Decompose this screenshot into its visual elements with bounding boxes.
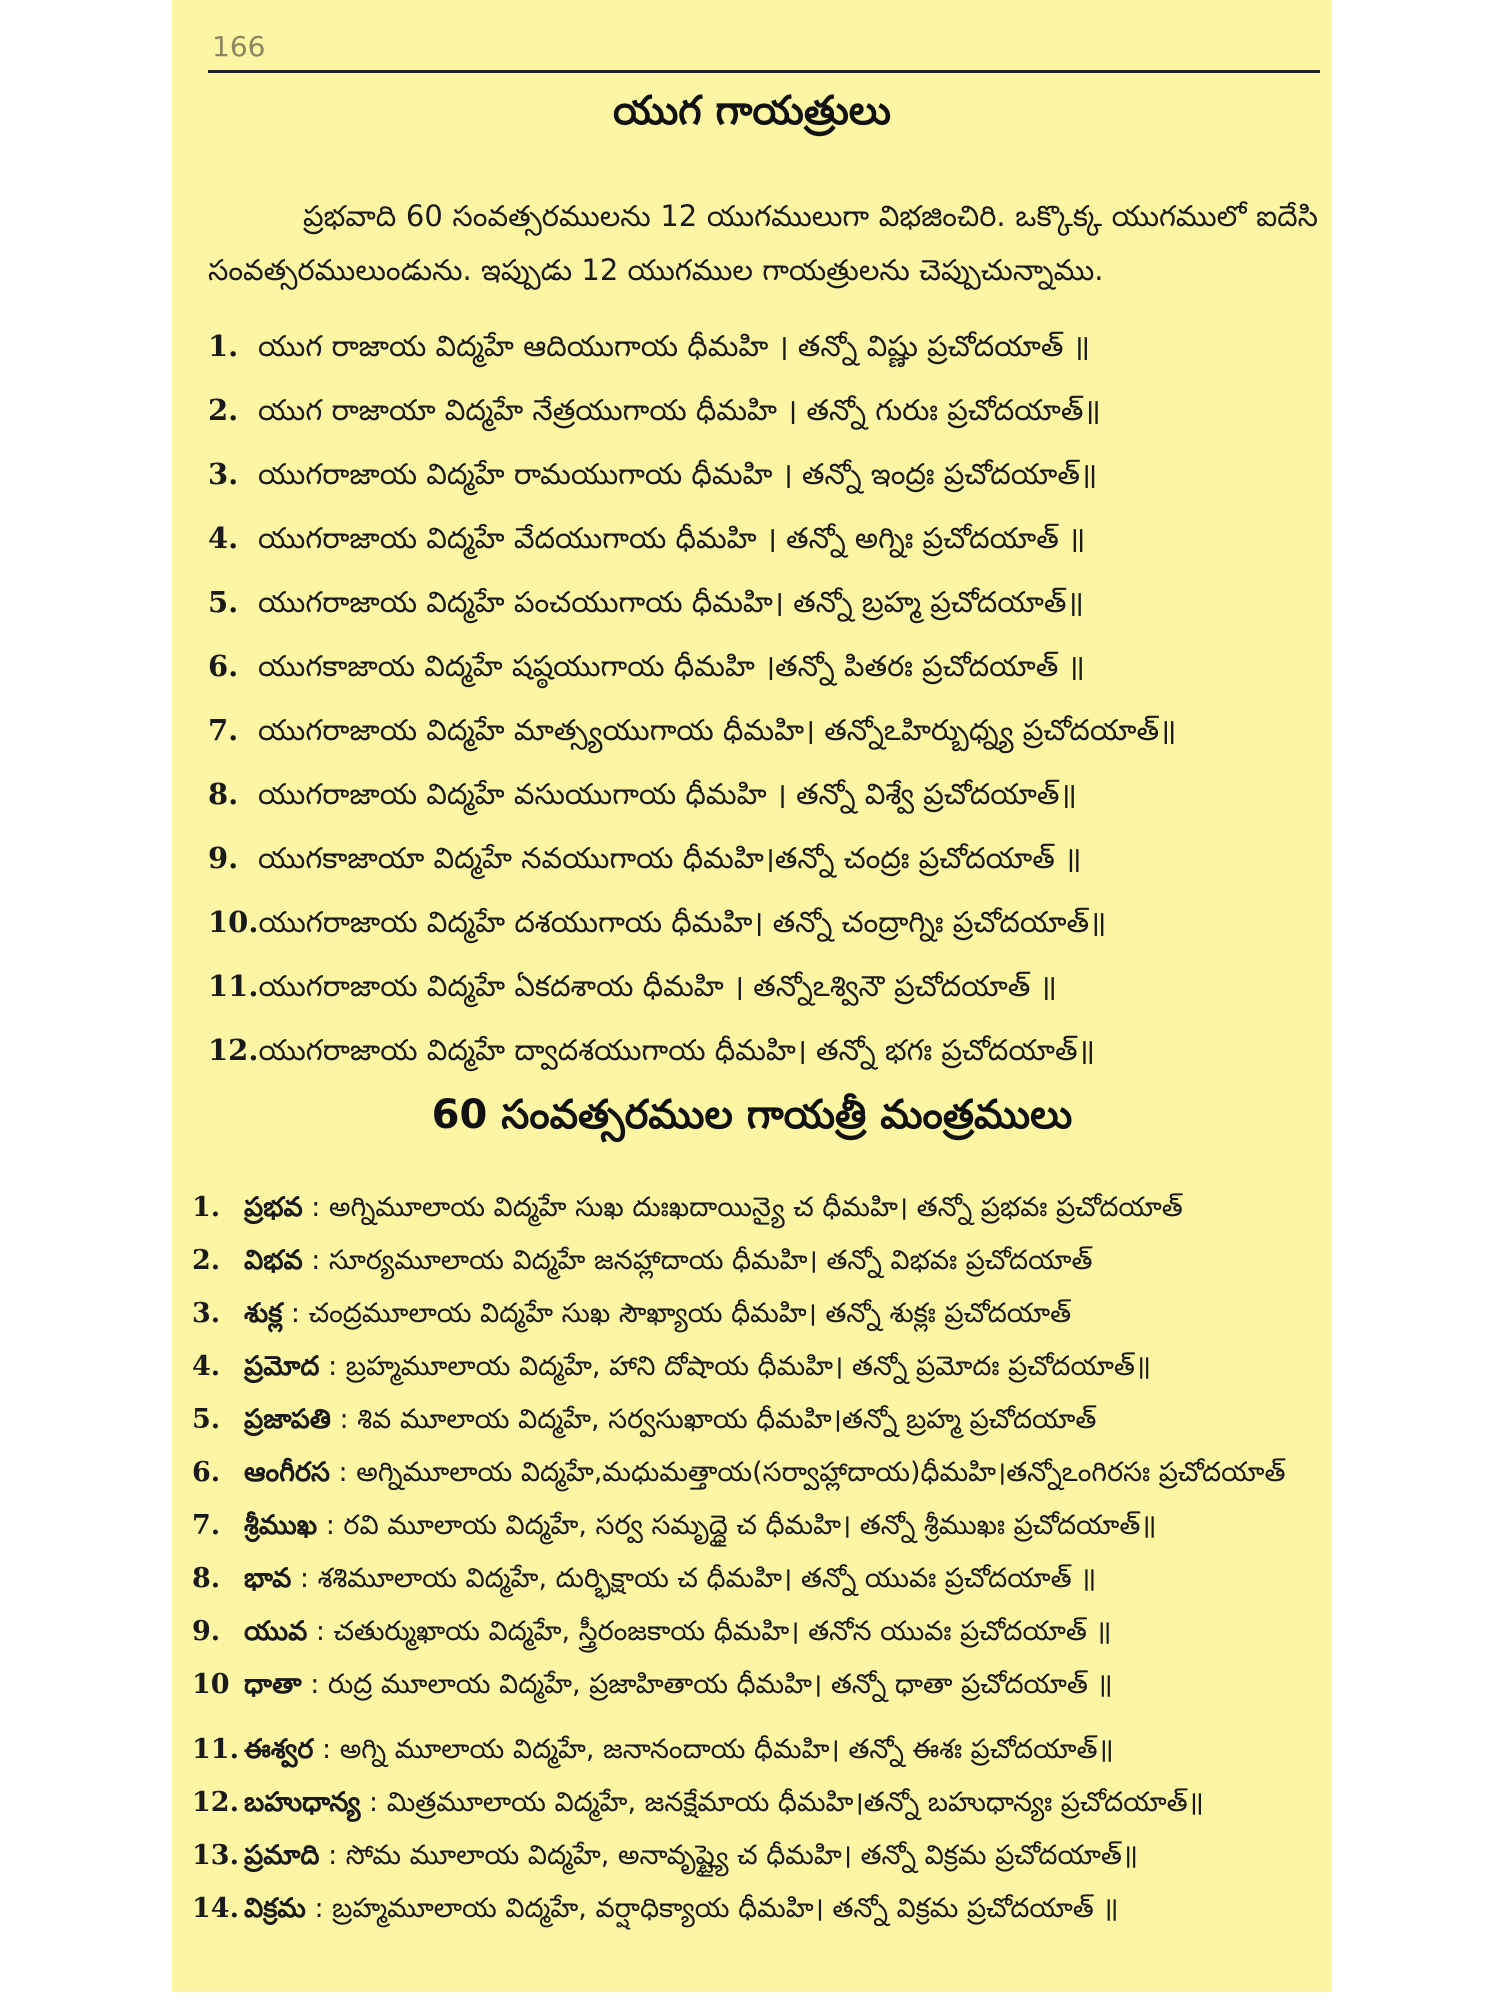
yuga-mantra-item <box>208 322 1318 386</box>
item-number: 6. <box>192 1457 221 1488</box>
item-number: 9. <box>208 841 239 875</box>
samvatsara-name: ఆంగీరస <box>244 1457 330 1488</box>
samvatsara-mantra-item <box>192 1397 1318 1450</box>
samvatsara-mantra-item <box>192 1556 1318 1609</box>
samvatsara-mantra-item <box>192 1780 1318 1833</box>
item-number: 2. <box>208 393 239 427</box>
samvatsara-mantra-item <box>192 1450 1318 1503</box>
mantra-text: యుగరాజాయ విద్మహే ఏకదశాయ ధీమహి । తన్నోఽశ్వినౌ ప్రచోదయాత్ ॥ <box>258 969 1057 1003</box>
item-number: 3. <box>208 457 239 491</box>
samvatsara-mantra-item <box>192 1503 1318 1556</box>
item-number: 11. <box>192 1734 239 1765</box>
yuga-mantra-item <box>208 770 1318 834</box>
yuga-mantra-item <box>208 834 1318 898</box>
item-number: 3. <box>192 1298 221 1329</box>
page-number: 166 <box>212 30 266 63</box>
mantra-text: : రుద్ర మూలాయ విద్మహే, ప్రజాహితాయ ధీమహి। తన్నో ధాతా ప్రచోదయాత్ ॥ <box>310 1669 1113 1700</box>
yuga-mantra-item <box>208 898 1318 962</box>
mantra-text: యుగరాజాయ విద్మహే దశయుగాయ ధీమహి। తన్నో చంద్రాగ్నిః ప్రచోదయాత్॥ <box>258 905 1107 939</box>
mantra-text: యుగరాజాయ విద్మహే వసుయుగాయ ధీమహి । తన్నో విశ్వే ప్రచోదయాత్॥ <box>258 777 1077 811</box>
samvatsara-name: శుక్ల <box>244 1298 283 1329</box>
item-number: 10 <box>192 1669 230 1700</box>
samvatsara-name: విభవ <box>244 1245 303 1276</box>
samvatsara-mantra-item <box>192 1238 1318 1291</box>
item-number: 2. <box>192 1245 221 1276</box>
mantra-text: : బ్రహ్మమూలాయ విద్మహే, వర్షాధిక్యాయ ధీమహి। తన్నో విక్రమ ప్రచోదయాత్ ॥ <box>314 1893 1119 1924</box>
samvatsara-mantra-item <box>192 1662 1318 1715</box>
samvatsara-name: భావ <box>244 1563 292 1594</box>
item-number: 9. <box>192 1616 221 1647</box>
intro-paragraph: ప్రభవాది 60 సంవత్సరములను 12 యుగములుగా విభజించిరి. ఒక్కొక్క యుగములో ఐదేసి సంవత్సరములుండును. ఇప్పుడు 12 యుగముల గాయత్రులను చెప్పుచున్నాము. <box>208 199 1318 287</box>
mantra-text: : చంద్రమూలాయ విద్మహే సుఖ సౌఖ్యాయ ధీమహి। తన్నో శుక్లః ప్రచోదయాత్ <box>290 1298 1072 1329</box>
samvatsara-mantra-item <box>192 1344 1318 1397</box>
item-number: 14. <box>192 1893 239 1924</box>
mantra-text: : అగ్నిమూలాయ విద్మహే,మధుమత్తాయ(సర్వాహ్లాదాయ)ధీమహి।తన్నోఽంగిరసః ప్రచోదయాత్ <box>338 1457 1286 1488</box>
mantra-text: యుగ రాజాయా విద్మహే నేత్రయుగాయ ధీమహి । తన్నో గురుః ప్రచోదయాత్॥ <box>258 393 1101 427</box>
mantra-text: యుగకాజాయా విద్మహే నవయుగాయ ధీమహి।తన్నో చంద్రః ప్రచోదయాత్ ॥ <box>258 841 1082 875</box>
yuga-mantra-item <box>208 386 1318 450</box>
yuga-gayatri-heading: యుగ గాయత్రులు <box>613 88 891 134</box>
samvatsara-name: ఈశ్వర <box>244 1734 314 1765</box>
mantra-text: యుగరాజాయ విద్మహే వేదయుగాయ ధీమహి । తన్నో అగ్నిః ప్రచోదయాత్ ॥ <box>258 521 1086 555</box>
samvatsara-mantra-item <box>192 1185 1318 1238</box>
item-number: 8. <box>192 1563 221 1594</box>
samvatsara-name: ప్రమోద <box>244 1351 320 1382</box>
samvatsara-mantra-item <box>192 1609 1318 1662</box>
mantra-text: : మిత్రమూలాయ విద్మహే, జనక్షేమాయ ధీమహి।తన్నో బహుధాన్యః ప్రచోదయాత్॥ <box>369 1787 1204 1818</box>
samvatsara-name: ధాతా <box>244 1669 302 1700</box>
item-number: 12. <box>208 1033 259 1067</box>
mantra-text: : సూర్యమూలాయ విద్మహే జనహ్లాదాయ ధీమహి। తన్నో విభవః ప్రచోదయాత్ <box>311 1245 1093 1276</box>
samvatsara-gayatri-heading: 60 సంవత్సరముల గాయత్రీ మంత్రములు <box>431 1092 1073 1138</box>
samvatsara-name: ప్రజాపతి <box>244 1404 331 1435</box>
mantra-text: : రవి మూలాయ విద్మహే, సర్వ సమృద్ధై చ ధీమహి। తన్నో శ్రీముఖః ప్రచోదయాత్॥ <box>325 1510 1157 1541</box>
item-number: 13. <box>192 1840 239 1871</box>
mantra-text: యుగ రాజాయ విద్మహే ఆదియుగాయ ధీమహి । తన్నో విష్ణు ప్రచోదయాత్ ॥ <box>258 329 1090 363</box>
mantra-text: యుగరాజాయ విద్మహే పంచయుగాయ ధీమహి। తన్నో బ్రహ్మ ప్రచోదయాత్॥ <box>258 585 1084 619</box>
item-number: 7. <box>208 713 239 747</box>
samvatsara-mantra-item <box>192 1886 1318 1939</box>
mantra-text: : బ్రహ్మమూలాయ విద్మహే, హాని దోషాయ ధీమహి। తన్నో ప్రమోదః ప్రచోదయాత్॥ <box>328 1351 1152 1382</box>
mantra-text: : శివ మూలాయ విద్మహే, సర్వసుఖాయ ధీమహి।తన్నో బ్రహ్మ ప్రచోదయాత్ <box>339 1404 1097 1435</box>
header-rule <box>208 70 1320 73</box>
mantra-text: : అగ్నిమూలాయ విద్మహే సుఖ దుఃఖదాయిన్యై చ ధీమహి। తన్నో ప్రభవః ప్రచోదయాత్ <box>311 1192 1183 1223</box>
mantra-text: : అగ్ని మూలాయ విద్మహే, జనానందాయ ధీమహి। తన్నో ఈశః ప్రచోదయాత్॥ <box>322 1734 1114 1765</box>
samvatsara-name: శ్రీముఖ <box>244 1510 318 1541</box>
item-number: 8. <box>208 777 239 811</box>
mantra-text: యుగరాజాయ విద్మహే రామయుగాయ ధీమహి । తన్నో ఇంద్రః ప్రచోదయాత్॥ <box>258 457 1098 491</box>
item-number: 11. <box>208 969 259 1003</box>
samvatsara-name: ప్రమాది <box>244 1840 320 1871</box>
mantra-text: యుగరాజాయ విద్మహే మాత్స్యయుగాయ ధీమహి। తన్నోఽహిర్బుధ్న్య ప్రచోదయాత్॥ <box>258 713 1177 747</box>
item-number: 4. <box>192 1351 221 1382</box>
item-number: 1. <box>192 1192 221 1223</box>
item-number: 7. <box>192 1510 221 1541</box>
item-number: 4. <box>208 521 239 555</box>
book-page <box>172 0 1332 1992</box>
mantra-text: : చతుర్ముఖాయ విద్మహే, స్త్రీరంజకాయ ధీమహి। తనోన యువః ప్రచోదయాత్ ॥ <box>315 1616 1112 1647</box>
item-number: 12. <box>192 1787 239 1818</box>
yuga-mantra-item <box>208 706 1318 770</box>
yuga-mantra-item <box>208 1026 1318 1090</box>
samvatsara-mantra-item <box>192 1833 1318 1886</box>
yuga-mantra-item <box>208 962 1318 1026</box>
item-number: 5. <box>208 585 239 619</box>
yuga-mantra-list <box>208 322 1318 1090</box>
samvatsara-name: ప్రభవ <box>244 1192 303 1223</box>
mantra-text: యుగరాజాయ విద్మహే ద్వాదశయుగాయ ధీమహి। తన్నో భగః ప్రచోదయాత్॥ <box>258 1033 1095 1067</box>
samvatsara-mantra-list <box>192 1185 1318 1939</box>
yuga-mantra-item <box>208 450 1318 514</box>
yuga-mantra-item <box>208 642 1318 706</box>
item-number: 5. <box>192 1404 221 1435</box>
mantra-text: యుగకాజాయ విద్మహే షష్ఠయుగాయ ధీమహి ।తన్నో పితరః ప్రచోదయాత్ ॥ <box>258 649 1085 683</box>
samvatsara-name: విక్రమ <box>244 1893 306 1924</box>
mantra-text: : శశిమూలాయ విద్మహే, దుర్భిక్షాయ చ ధీమహి। తన్నో యువః ప్రచోదయాత్ ॥ <box>299 1563 1097 1594</box>
samvatsara-mantra-item <box>192 1291 1318 1344</box>
mantra-text: : సోమ మూలాయ విద్మహే, అనావృష్ట్యై చ ధీమహి। తన్నో విక్రమ ప్రచోదయాత్॥ <box>328 1840 1139 1871</box>
yuga-mantra-item <box>208 578 1318 642</box>
yuga-mantra-item <box>208 514 1318 578</box>
item-number: 10. <box>208 905 259 939</box>
samvatsara-name: బహుధాన్య <box>244 1787 361 1818</box>
item-number: 1. <box>208 329 239 363</box>
item-number: 6. <box>208 649 239 683</box>
samvatsara-mantra-item <box>192 1727 1318 1780</box>
samvatsara-name: యువ <box>244 1616 308 1647</box>
